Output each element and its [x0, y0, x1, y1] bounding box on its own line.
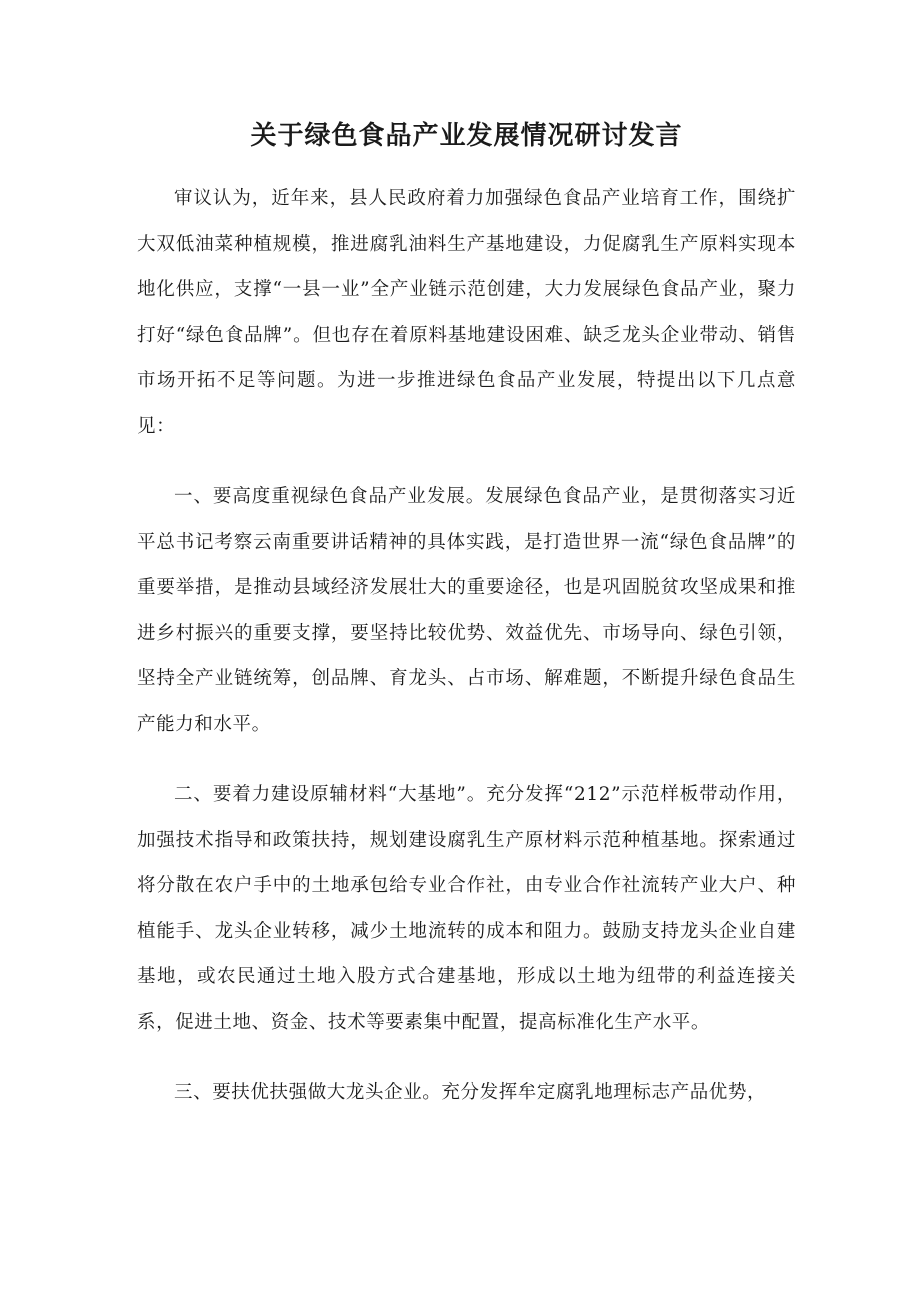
- paragraph-intro: 审议认为，近年来，县人民政府着力加强绿色食品产业培育工作，围绕扩大双低油菜种植规模，推进腐乳油料生产基地建设，力促腐乳生产原料实现本地化供应，支撑“一县一业”全产业链示范创建，大力发展绿色食品产业，聚力打好“绿色食品牌”。但也存在着原料基地建设困难、缺乏龙头企业带动、销售市场开拓不足等问题。为进一步推进绿色食品产业发展，特提出以下几点意见：: [137, 188, 796, 437]
- paragraph-section-2: 二、要着力建设原辅材料“大基地”。充分发挥“212”示范样板带动作用，加强技术指导和政策扶持，规划建设腐乳生产原材料示范种植基地。探索通过将分散在农户手中的土地承包给专业合作社，由专业合作社流转产业大户、种植能手、龙头企业转移，减少土地流转的成本和阻力。鼓励支持龙头企业自建基地，或农民通过土地入股方式合建基地，形成以土地为纽带的利益连接关系，促进土地、资金、技术等要素集中配置，提高标准化生产水平。: [137, 784, 796, 1033]
- paragraph-section-3: 三、要扶优扶强做大龙头企业。充分发挥牟定腐乳地理标志产品优势，: [174, 1082, 767, 1103]
- paragraph-section-1: 一、要高度重视绿色食品产业发展。发展绿色食品产业，是贯彻落实习近平总书记考察云南重要讲话精神的具体实践，是打造世界一流“绿色食品牌”的重要举措，是推动县域经济发展壮大的重要途径，也是巩固脱贫攻坚成果和推进乡村振兴的重要支撑，要坚持比较优势、效益优先、市场导向、绿色引领，坚持全产业链统筹，创品牌、育龙头、占市场、解难题，不断提升绿色食品生产能力和水平。: [137, 486, 796, 735]
- document-title: 关于绿色食品产业发展情况研讨发言: [250, 121, 683, 151]
